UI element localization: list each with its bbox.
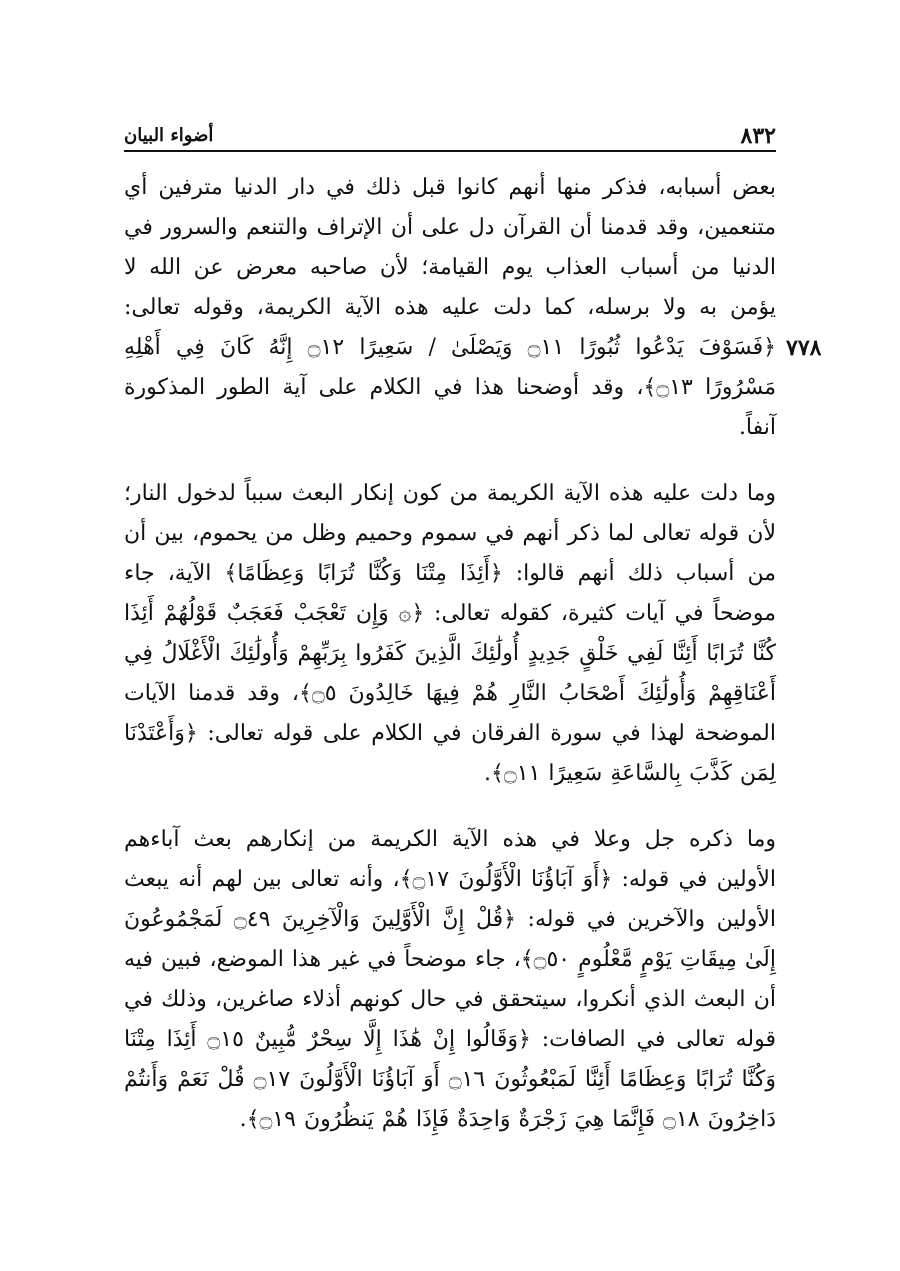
paragraph-2: وما دلت عليه هذه الآية الكريمة من كون إنكار البعث سبباً لدخول النار؛ لأن قوله تعالى لما ذكر أنهم في سموم وحميم وظل من يحموم، بين أن من أسباب ذلك أنهم قالوا: ﴿أَئِذَا مِتْنَا وَكُنَّا تُرَابًا وَعِظَامًا﴾ الآية، جاء موضحاً في آيات كثيرة، كقوله تعالى: ﴿۞ وَإِن تَعْجَبْ فَعَجَبٌ قَوْلُهُمْ أَئِذَا كُنَّا تُرَابًا أَئِنَّا لَفِي خَلْقٍ جَدِيدٍ أُولَٰئِكَ الَّذِينَ كَفَرُوا بِرَبِّهِمْ وَأُولَٰئِكَ الْأَغْلَالُ فِي أَعْنَاقِهِمْ وَأُولَٰئِكَ أَصْحَابُ النَّارِ هُمْ فِيهَا خَالِدُونَ ۝٥﴾، وقد قدمنا الآيات الموضحة لهذا في سورة الفرقان في الكلام على قوله تعالى: ﴿وَأَعْتَدْنَا لِمَن كَذَّبَ بِالسَّاعَةِ سَعِيرًا ۝١١﴾. — [124, 481, 777, 786]
paragraph-group-1 — [124, 168, 822, 448]
book-title: أضواء البيان — [124, 125, 214, 146]
page-content — [123, 168, 822, 1166]
paragraph-1: بعض أسبابه، فذكر منها أنهم كانوا قبل ذلك في دار الدنيا مترفين أي متنعمين، وقد قدمنا أن القرآن دل على أن الإتراف والتنعم والسرور في الدنيا من أسباب العذاب يوم القيامة؛ لأن صاحبه معرض عن الله لا يؤمن به ولا برسله، كما دلت عليه هذه الآية الكريمة، وقوله تعالى: ﴿فَسَوْفَ يَدْعُوا ثُبُورًا ۝١١ وَيَصْلَىٰ / سَعِيرًا ۝١٢ إِنَّهُ كَانَ فِي أَهْلِهِ مَسْرُورًا ۝١٣﴾، وقد أوضحنا هذا في الكلام على آية الطور المذكورة آنفاً. — [124, 175, 777, 440]
paragraph-3: وما ذكره جل وعلا في هذه الآية الكريمة من إنكارهم بعث آباءهم الأولين في قوله: ﴿أَوَ آبَاؤُنَا الْأَوَّلُونَ ۝١٧﴾، وأنه تعالى بين لهم أنه يبعث الأولين والآخرين في قوله: ﴿قُلْ إِنَّ الْأَوَّلِينَ وَالْآخِرِينَ ۝٤٩ لَمَجْمُوعُونَ إِلَىٰ مِيقَاتِ يَوْمٍ مَّعْلُومٍ ۝٥٠﴾، جاء موضحاً في غير هذا الموضع، فبين فيه أن البعث الذي أنكروا، سيتحقق في حال كونهم أذلاء صاغرين، وذلك في قوله تعالى في الصافات: ﴿وَقَالُوا إِنْ هَٰذَا إِلَّا سِحْرٌ مُّبِينٌ ۝١٥ أَئِذَا مِتْنَا وَكُنَّا تُرَابًا وَعِظَامًا أَئِنَّا لَمَبْعُوثُونَ ۝١٦ أَوَ آبَاؤُنَا الْأَوَّلُونَ ۝١٧ قُلْ نَعَمْ وَأَنتُمْ دَاخِرُونَ ۝١٨ فَإِنَّمَا هِيَ زَجْرَةٌ وَاحِدَةٌ فَإِذَا هُمْ يَنظُرُونَ ۝١٩﴾. — [123, 827, 776, 1132]
page-number: ٨٣٢ — [740, 123, 776, 149]
side-note-number: ٧٧٨ — [786, 335, 822, 361]
page-header — [124, 112, 776, 152]
